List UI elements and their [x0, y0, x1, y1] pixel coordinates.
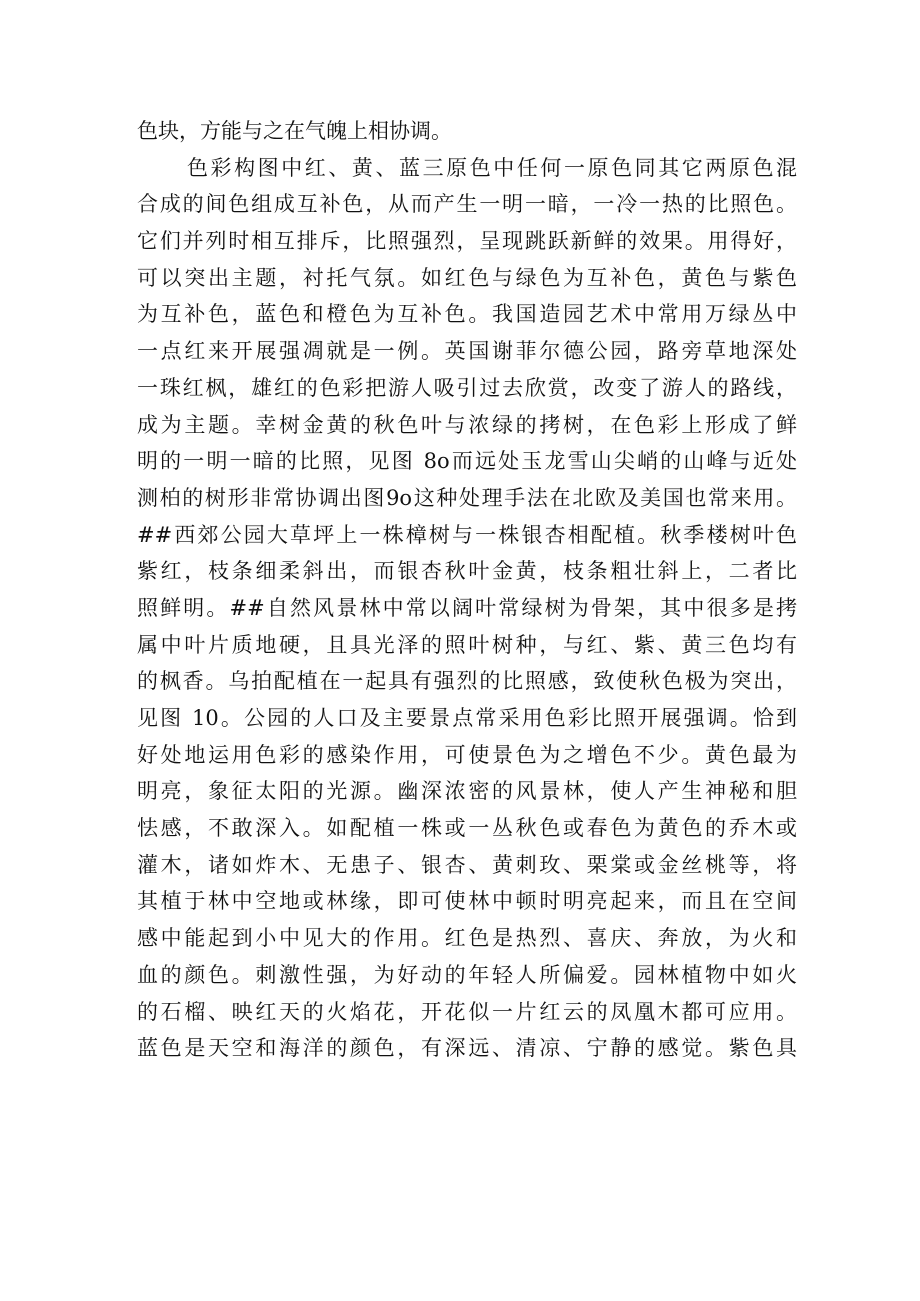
text-line: 的石榴、映红天的火焰花，开花似一片红云的凤凰木都可应用。 [137, 999, 797, 1024]
text-line: 色块，方能与之在气魄上相协调。 [137, 119, 452, 143]
text-line: 血的颜色。刺激性强，为好动的年轻人所偏爱。园林植物中如火 [137, 962, 797, 987]
text-line: 怯感，不敢深入。如配植一株或一丛秋色或春色为黄色的乔木或 [137, 816, 797, 841]
text-line: 合成的间色组成互补色，从而产生一明一暗，一冷一热的比照色。 [137, 192, 797, 217]
text-line: 明的一明一暗的比照，见图 8o而远处玉龙雪山尖峭的山峰与近处 [137, 449, 797, 474]
text-line: 一点红来开展强凋就是一例。英国谢菲尔德公园，路旁草地深处 [137, 339, 797, 364]
text-line: 可以突出主题，衬托气氛。如红色与绿色为互补色，黄色与紫色 [137, 265, 797, 290]
text-line: 好处地运用色彩的感染作用，可使景色为之增色不少。黄色最为 [137, 742, 797, 767]
text-line: 色彩构图中红、黄、蓝三原色中任何一原色同其它两原色混 [187, 155, 797, 180]
text-line: 一珠红枫，雄红的色彩把游人吸引过去欣赏，改变了游人的路线， [137, 375, 797, 400]
text-line: 灌木，诸如炸木、无患子、银杏、黄刺玫、栗棠或金丝桃等，将 [137, 852, 797, 877]
text-line: 明亮，象征太阳的光源。幽深浓密的风景林，使人产生神秘和胆 [137, 779, 797, 804]
text-line: 照鲜明。##自然风景林中常以阔叶常绿树为骨架，其中很多是拷 [137, 595, 797, 620]
text-line: 为互补色，蓝色和橙色为互补色。我国造园艺术中常用万绿丛中 [137, 302, 797, 327]
text-line: 感中能起到小中见大的作用。红色是热烈、喜庆、奔放，为火和 [137, 926, 797, 951]
text-line: 其植于林中空地或林缘，即可使林中顿时明亮起来，而且在空间 [137, 889, 797, 914]
body-text [137, 113, 797, 1067]
text-line: 它们并列时相互排斥，比照强烈，呈现跳跃新鲜的效果。用得好， [137, 229, 797, 254]
text-line: 测柏的树形非常协调出图9o这种处理手法在北欧及美国也常来用。 [137, 485, 797, 510]
text-line: ##西郊公园大草坪上一株樟树与一株银杏相配植。秋季楼树叶色 [137, 522, 797, 547]
text-line: 紫红，枝条细柔斜出，而银杏秋叶金黄，枝条粗壮斜上，二者比 [137, 559, 797, 584]
text-line: 成为主题。幸树金黄的秋色叶与浓绿的拷树，在色彩上形成了鲜 [137, 412, 797, 437]
text-line: 的枫香。乌拍配植在一起具有强烈的比照感，致使秋色极为突出， [137, 669, 797, 694]
text-line: 蓝色是天空和海洋的颜色，有深远、清凉、宁静的感觉。紫色具 [137, 1036, 797, 1061]
text-line: 见图 10。公园的人口及主要景点常采用色彩比照开展强调。恰到 [137, 706, 797, 730]
text-line: 属中叶片质地硬，且具光泽的照叶树种，与红、紫、黄三色均有 [137, 632, 797, 657]
